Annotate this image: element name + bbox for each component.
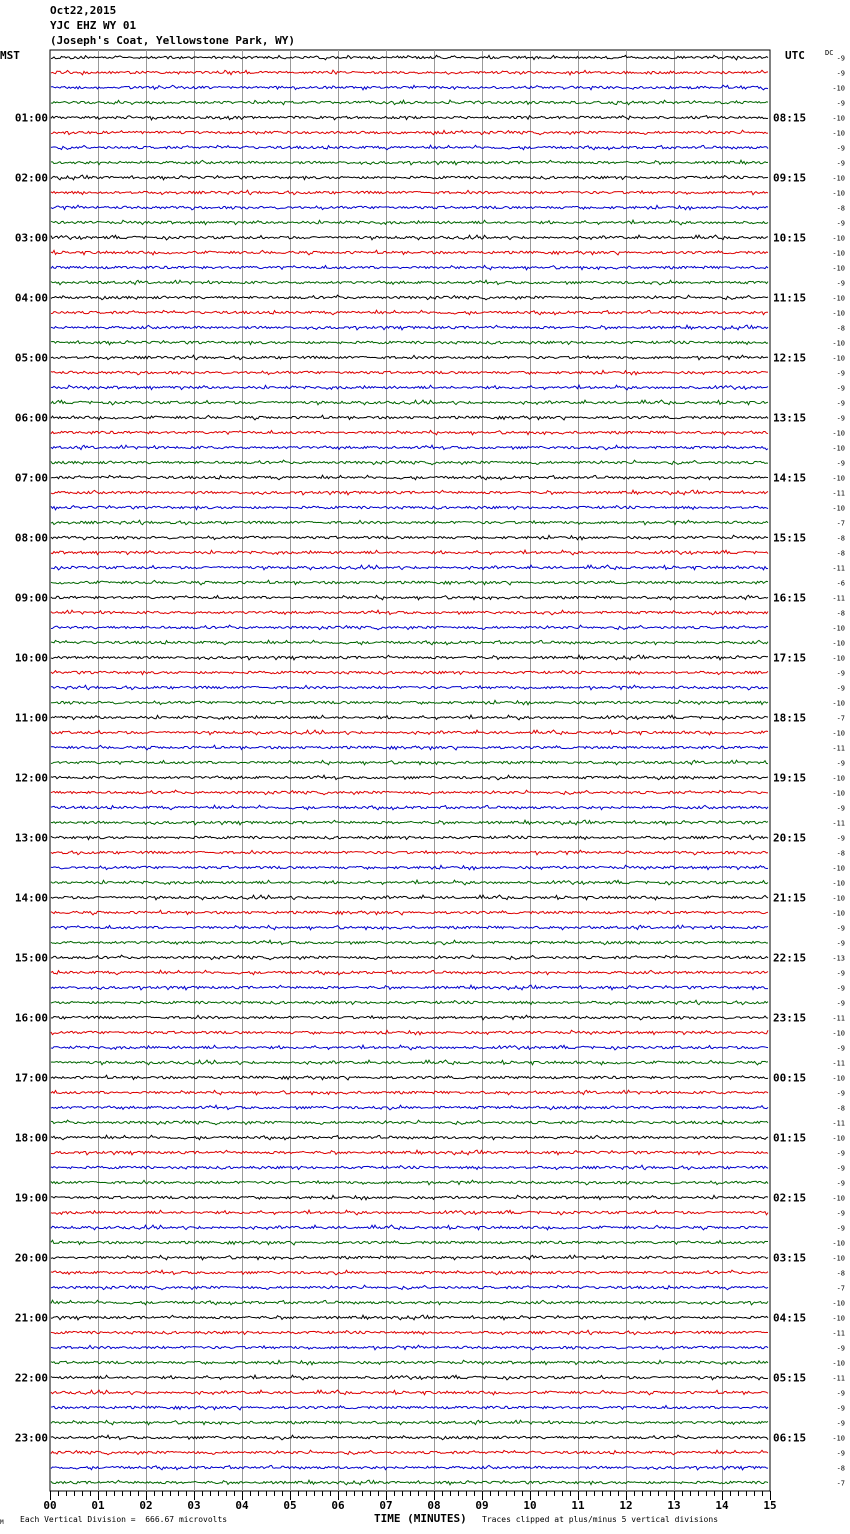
footer-mark: M: [0, 1519, 4, 1526]
trace-line: [51, 1390, 768, 1395]
station-location: (Joseph's Coat, Yellowstone Park, WY): [50, 34, 296, 47]
trace-line: [51, 1330, 768, 1334]
trace-line: [51, 70, 768, 75]
mst-hour-label: 16:00: [14, 1011, 48, 1025]
dc-offset-value: -8: [836, 1269, 845, 1278]
utc-hour-label: 11:15: [773, 291, 807, 305]
trace-line: [51, 1345, 768, 1350]
dc-offset-value: -10: [832, 1074, 845, 1083]
trace-line: [51, 385, 768, 390]
trace-line: [51, 295, 768, 300]
trace-line: [51, 745, 768, 750]
mst-hour-label: 20:00: [14, 1251, 48, 1265]
trace-line: [51, 685, 768, 690]
x-tick-label: 10: [523, 1499, 537, 1512]
mst-hour-label: 04:00: [14, 291, 48, 305]
left-timezone-label: MST: [0, 49, 20, 62]
trace-line: [51, 835, 768, 839]
trace-line: [51, 565, 768, 570]
trace-line: [51, 955, 768, 960]
trace-line: [51, 475, 768, 480]
dc-offset-value: -10: [832, 129, 845, 138]
trace-line: [51, 220, 768, 225]
trace-line: [51, 130, 768, 135]
dc-offset-value: -9: [836, 99, 845, 108]
dc-offset-value: -10: [832, 249, 845, 258]
trace-line: [51, 640, 768, 645]
trace-line: [51, 1450, 768, 1455]
utc-hour-label: 01:15: [773, 1131, 807, 1145]
dc-offset-value: -9: [836, 1404, 845, 1413]
dc-offset-value: -9: [836, 939, 845, 948]
mst-hour-label: 13:00: [14, 831, 48, 845]
mst-hour-label: 21:00: [14, 1311, 48, 1325]
utc-hour-label: 21:15: [773, 891, 807, 905]
dc-offset-value: -10: [832, 309, 845, 318]
mst-hour-label: 08:00: [14, 531, 48, 545]
dc-offset-value: -9: [836, 969, 845, 978]
x-tick-label: 11: [571, 1499, 585, 1512]
mst-hour-label: 22:00: [14, 1371, 48, 1385]
utc-hour-label: 03:15: [773, 1251, 807, 1265]
dc-offset-value: -10: [832, 624, 845, 633]
dc-offset-value: -10: [832, 339, 845, 348]
trace-line: [51, 250, 768, 255]
trace-line: [51, 55, 768, 60]
dc-offset-value: -10: [832, 84, 845, 93]
trace-line: [51, 940, 768, 945]
trace-line: [51, 760, 768, 765]
x-tick-label: 07: [379, 1499, 393, 1512]
dc-offset-value: -11: [832, 744, 845, 753]
trace-line: [51, 1135, 768, 1140]
x-tick-label: 04: [235, 1499, 249, 1512]
dc-offset-value: -9: [836, 1389, 845, 1398]
dc-offset-value: -10: [832, 444, 845, 453]
dc-offset-value: -13: [832, 954, 845, 963]
mst-hour-label: 01:00: [14, 111, 48, 125]
mst-hour-label: 17:00: [14, 1071, 48, 1085]
utc-hour-label: 04:15: [773, 1311, 807, 1325]
dc-offset-value: -10: [832, 1299, 845, 1308]
trace-line: [51, 116, 768, 120]
dc-offset-value: -7: [836, 1284, 845, 1293]
trace-line: [51, 1150, 768, 1155]
dc-offset-value: -8: [836, 1104, 845, 1113]
dc-offset-value: -9: [836, 1224, 845, 1233]
utc-hour-label: 23:15: [773, 1011, 807, 1025]
mst-hour-label: 02:00: [14, 171, 48, 185]
x-axis-title: TIME (MINUTES): [374, 1512, 467, 1525]
trace-line: [51, 610, 768, 615]
x-tick-label: 08: [427, 1499, 441, 1512]
trace-line: [51, 970, 768, 975]
dc-offset-value: -9: [836, 984, 845, 993]
utc-hour-label: 12:15: [773, 351, 807, 365]
dc-offset-value: -9: [836, 414, 845, 423]
dc-offset-value: -11: [832, 1329, 845, 1338]
dc-offset-value: -11: [832, 594, 845, 603]
trace-line: [51, 880, 768, 885]
dc-offset-value: -9: [836, 804, 845, 813]
dc-offset-value: -10: [832, 174, 845, 183]
trace-line: [51, 1060, 768, 1065]
trace-line: [51, 671, 768, 675]
dc-offset-value: -8: [836, 1464, 845, 1473]
clip-note: Traces clipped at plus/minus 5 vertical divisions: [482, 1515, 719, 1524]
x-tick-label: 05: [283, 1499, 297, 1512]
trace-line: [51, 1015, 768, 1020]
trace-line: [51, 730, 768, 735]
mst-hour-label: 05:00: [14, 351, 48, 365]
dc-offset-value: -9: [836, 1419, 845, 1428]
trace-line: [51, 625, 768, 630]
trace-line: [51, 700, 768, 705]
trace-line: [51, 325, 768, 330]
x-tick-label: 00: [43, 1499, 57, 1512]
trace-line: [51, 850, 768, 855]
dc-offset-value: -7: [836, 714, 845, 723]
dc-offset-value: -8: [836, 549, 845, 558]
dc-offset-value: -9: [836, 669, 845, 678]
mst-hour-label: 03:00: [14, 231, 48, 245]
trace-line: [51, 865, 768, 870]
trace-line: [51, 1030, 768, 1035]
trace-line: [51, 1045, 768, 1050]
trace-line: [51, 490, 768, 495]
dc-offset-value: -11: [832, 1014, 845, 1023]
trace-line: [51, 205, 768, 210]
dc-offset-value: -10: [832, 1254, 845, 1263]
dc-offset-value: -9: [836, 384, 845, 393]
dc-offset-value: -9: [836, 1449, 845, 1458]
utc-hour-label: 17:15: [773, 651, 807, 665]
mst-hour-label: 18:00: [14, 1131, 48, 1145]
dc-offset-value: -11: [832, 564, 845, 573]
dc-offset-value: -10: [832, 1359, 845, 1368]
utc-hour-label: 16:15: [773, 591, 807, 605]
mst-hour-label: 19:00: [14, 1191, 48, 1205]
trace-line: [51, 1360, 768, 1365]
trace-line: [51, 355, 768, 360]
x-tick-label: 02: [139, 1499, 153, 1512]
dc-offset-value: -10: [832, 699, 845, 708]
dc-offset-value: -10: [832, 774, 845, 783]
trace-line: [51, 460, 768, 465]
dc-offset-value: -11: [832, 489, 845, 498]
dc-offset-value: -10: [832, 1239, 845, 1248]
trace-line: [51, 100, 768, 105]
dc-offset-value: -10: [832, 909, 845, 918]
trace-line: [51, 805, 768, 810]
dc-offset-value: -8: [836, 324, 845, 333]
plot-frame: [50, 50, 770, 1491]
dc-offset-value: -9: [836, 459, 845, 468]
dc-offset-value: -6: [836, 579, 845, 588]
trace-line: [51, 1165, 768, 1169]
trace-line: [51, 985, 768, 990]
trace-line: [51, 1315, 768, 1320]
mst-hour-label: 10:00: [14, 651, 48, 665]
trace-line: [51, 1105, 768, 1110]
dc-offset-value: -8: [836, 204, 845, 213]
trace-line: [51, 265, 768, 269]
dc-offset-value: -10: [832, 639, 845, 648]
dc-offset-value: -9: [836, 684, 845, 693]
trace-line: [51, 1375, 768, 1380]
x-tick-label: 14: [715, 1499, 729, 1512]
trace-line: [51, 910, 768, 915]
x-tick-label: 06: [331, 1499, 345, 1512]
trace-line: [51, 820, 768, 825]
trace-line: [51, 1405, 768, 1409]
dc-offset-value: -10: [832, 264, 845, 273]
utc-hour-label: 22:15: [773, 951, 807, 965]
mst-hour-label: 06:00: [14, 411, 48, 425]
trace-line: [51, 925, 768, 930]
dc-offset-value: -10: [832, 504, 845, 513]
utc-hour-label: 09:15: [773, 171, 807, 185]
trace-line: [51, 235, 768, 240]
dc-offset-value: -7: [836, 1479, 845, 1488]
dc-offset-value: -10: [832, 879, 845, 888]
trace-line: [51, 550, 768, 555]
dc-offset-value: -9: [836, 834, 845, 843]
trace-line: [51, 506, 768, 510]
dc-offset-value: -10: [832, 474, 845, 483]
trace-line: [51, 535, 768, 540]
utc-hour-label: 06:15: [773, 1431, 807, 1445]
trace-line: [51, 1225, 768, 1230]
x-tick-label: 03: [187, 1499, 201, 1512]
dc-offset-value: -10: [832, 729, 845, 738]
right-timezone-label: UTC: [785, 49, 805, 62]
utc-hour-label: 00:15: [773, 1071, 807, 1085]
trace-line: [51, 341, 768, 345]
scale-note: Each Vertical Division = 666.67 microvolts: [20, 1515, 228, 1524]
trace-line: [51, 1120, 768, 1125]
dc-offset-value: -11: [832, 1374, 845, 1383]
trace-line: [51, 1000, 768, 1004]
station-code: YJC EHZ WY 01: [50, 19, 137, 32]
x-tick-label: 15: [763, 1499, 777, 1512]
dc-offset-value: -9: [836, 1164, 845, 1173]
trace-line: [51, 1300, 768, 1305]
dc-offset-value: -10: [832, 189, 845, 198]
dc-offset-value: -11: [832, 819, 845, 828]
dc-offset-value: -9: [836, 1044, 845, 1053]
utc-hour-label: 02:15: [773, 1191, 807, 1205]
trace-line: [51, 580, 768, 585]
mst-hour-label: 15:00: [14, 951, 48, 965]
dc-offset-value: -9: [836, 219, 845, 228]
dc-offset-value: -9: [836, 999, 845, 1008]
trace-line: [51, 145, 768, 150]
trace-line: [51, 595, 768, 599]
mst-hour-label: 23:00: [14, 1431, 48, 1445]
dc-offset-value: -9: [836, 1179, 845, 1188]
mst-hour-label: 14:00: [14, 891, 48, 905]
dc-offset-value: -10: [832, 1029, 845, 1038]
dc-offset-value: -9: [836, 1089, 845, 1098]
trace-line: [51, 520, 768, 525]
plot-date: Oct22,2015: [50, 4, 117, 17]
dc-offset-value: -10: [832, 654, 845, 663]
dc-offset-value: -10: [832, 1434, 845, 1443]
utc-hour-label: 08:15: [773, 111, 807, 125]
x-tick-label: 13: [667, 1499, 681, 1512]
trace-line: [51, 1480, 768, 1485]
trace-line: [51, 1255, 768, 1260]
trace-line: [51, 1210, 768, 1215]
dc-offset-value: -9: [836, 279, 845, 288]
dc-offset-value: -10: [832, 1314, 845, 1323]
trace-line: [51, 1270, 768, 1275]
trace-line: [51, 160, 768, 165]
mst-hour-label: 12:00: [14, 771, 48, 785]
dc-offset-value: -9: [836, 159, 845, 168]
utc-hour-label: 14:15: [773, 471, 807, 485]
trace-line: [51, 1180, 768, 1185]
dc-offset-value: -9: [836, 69, 845, 78]
dc-offset-value: -10: [832, 354, 845, 363]
trace-line: [51, 415, 768, 420]
dc-offset-value: -9: [836, 924, 845, 933]
trace-line: [51, 1465, 768, 1470]
dc-offset-value: -10: [832, 294, 845, 303]
x-tick-label: 12: [619, 1499, 633, 1512]
trace-line: [51, 1285, 768, 1290]
utc-hour-label: 20:15: [773, 831, 807, 845]
dc-offset-value: -8: [836, 849, 845, 858]
dc-offset-value: -8: [836, 609, 845, 618]
trace-line: [51, 400, 768, 405]
utc-hour-label: 15:15: [773, 531, 807, 545]
utc-hour-label: 19:15: [773, 771, 807, 785]
trace-line: [51, 430, 768, 434]
trace-line: [51, 280, 768, 285]
mst-hour-label: 11:00: [14, 711, 48, 725]
dc-offset-value: -9: [836, 1344, 845, 1353]
mst-hour-label: 07:00: [14, 471, 48, 485]
trace-line: [51, 1240, 768, 1245]
dc-offset-value: -8: [836, 534, 845, 543]
dc-offset-value: -10: [832, 1194, 845, 1203]
utc-hour-label: 10:15: [773, 231, 807, 245]
dc-offset-value: -9: [836, 144, 845, 153]
utc-hour-label: 13:15: [773, 411, 807, 425]
dc-offset-header: DC: [825, 49, 834, 57]
trace-line: [51, 895, 768, 900]
trace-line: [51, 790, 768, 795]
trace-line: [51, 1090, 768, 1095]
dc-offset-value: -10: [832, 789, 845, 798]
trace-line: [51, 445, 768, 450]
dc-offset-value: -11: [832, 1059, 845, 1068]
trace-line: [51, 1195, 768, 1200]
trace-line: [51, 1075, 768, 1080]
trace-line: [51, 655, 768, 660]
mst-hour-label: 09:00: [14, 591, 48, 605]
trace-line: [51, 370, 768, 375]
dc-offset-value: -9: [836, 1209, 845, 1218]
x-tick-label: 09: [475, 1499, 489, 1512]
dc-offset-value: -10: [832, 234, 845, 243]
trace-line: [51, 1420, 768, 1425]
dc-offset-value: -10: [832, 1134, 845, 1143]
dc-offset-value: -11: [832, 1119, 845, 1128]
dc-offset-value: -7: [836, 519, 845, 528]
utc-hour-label: 05:15: [773, 1371, 807, 1385]
dc-offset-value: -9: [836, 369, 845, 378]
trace-line: [51, 775, 768, 780]
x-tick-label: 01: [91, 1499, 105, 1512]
dc-offset-value: -9: [836, 399, 845, 408]
utc-hour-label: 18:15: [773, 711, 807, 725]
trace-line: [51, 85, 768, 90]
trace-line: [51, 310, 768, 315]
dc-offset-value: -10: [832, 114, 845, 123]
dc-offset-value: -10: [832, 864, 845, 873]
dc-offset-value: -9: [836, 1149, 845, 1158]
trace-line: [51, 1435, 768, 1440]
trace-line: [51, 715, 768, 720]
dc-offset-value: -9: [836, 759, 845, 768]
dc-offset-value: -9: [836, 54, 845, 63]
trace-line: [51, 175, 768, 180]
dc-offset-value: -10: [832, 429, 845, 438]
trace-line: [51, 190, 768, 195]
dc-offset-value: -10: [832, 894, 845, 903]
